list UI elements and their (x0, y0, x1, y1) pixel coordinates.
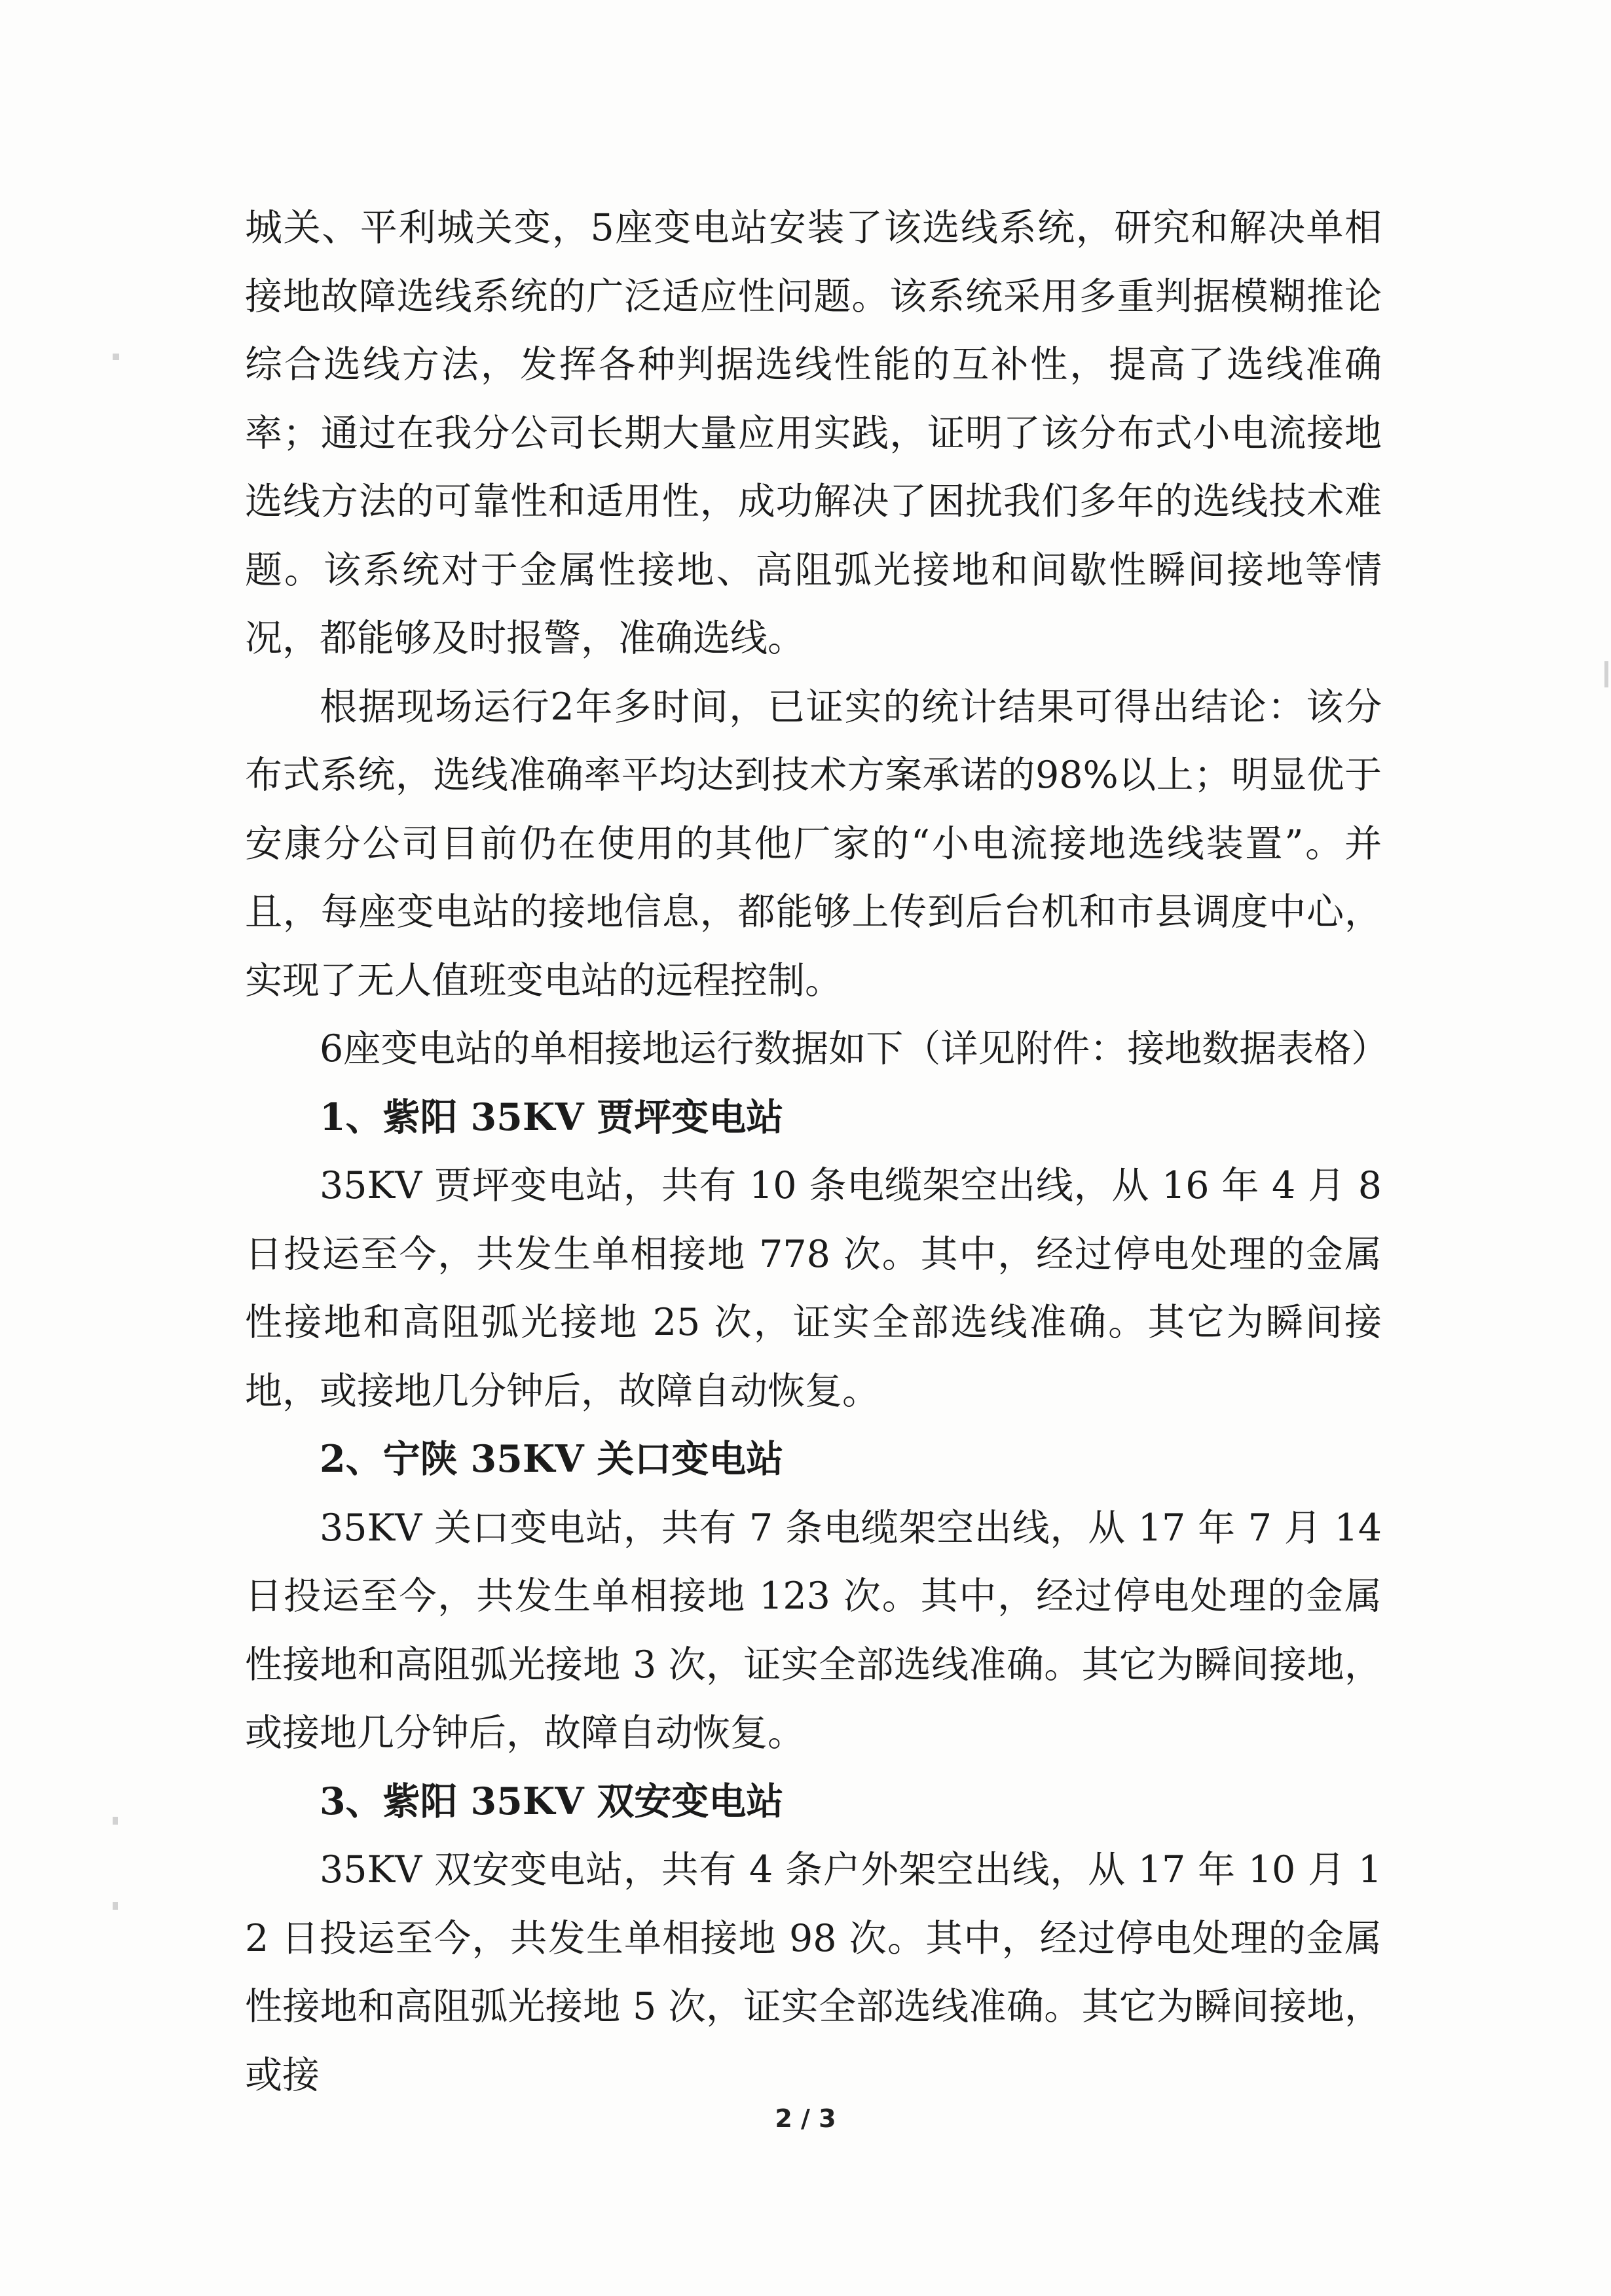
paragraph: 35KV 双安变电站，共有 4 条户外架空出线，从 17 年 10 月 12 日投运至今，共发生单相接地 98 次。其中，经过停电处理的金属性接地和高阻弧光接地 5 次，证实全部选线准确。其它为瞬间接地，或接 (245, 1848, 1382, 2097)
scan-mark (1604, 661, 1608, 687)
paragraph: 根据现场运行2年多时间，已证实的统计结果可得出结论：该分布式系统，选线准确率平均达到技术方案承诺的98%以上；明显优于安康分公司目前仍在使用的其他厂家的“小电流接地选线装置”。并且，每座变电站的接地信息，都能够上传到后台机和市县调度中心，实现了无人值班变电站的远程控制。 (245, 685, 1382, 1002)
section-heading: 3、紫阳 35KV 双安变电站 (320, 1779, 784, 1823)
paragraph: 6座变电站的单相接地运行数据如下（详见附件：接地数据表格） (320, 1027, 1389, 1070)
scan-mark (113, 1817, 118, 1825)
paragraph: 35KV 关口变电站，共有 7 条电缆架空出线，从 17 年 7 月 14 日投运至今，共发生单相接地 123 次。其中，经过停电处理的金属性接地和高阻弧光接地 3 次，证实全部选线准确。其它为瞬间接地，或接地几分钟后，故障自动恢复。 (245, 1506, 1382, 1755)
scan-mark (113, 354, 119, 360)
section-heading: 1、紫阳 35KV 贾坪变电站 (320, 1095, 784, 1139)
body-text (245, 194, 1389, 2109)
paragraph: 35KV 贾坪变电站，共有 10 条电缆架空出线，从 16 年 4 月 8 日投运至今，共发生单相接地 778 次。其中，经过停电处理的金属性接地和高阻弧光接地 25 次，证实全部选线准确。其它为瞬间接地，或接地几分钟后，故障自动恢复。 (245, 1164, 1382, 1413)
page-number: 2 / 3 (775, 2104, 836, 2133)
scan-mark (113, 1902, 118, 1910)
paragraph: 城关、平利城关变，5座变电站安装了该选线系统，研究和解决单相接地故障选线系统的广泛适应性问题。该系统采用多重判据模糊推论综合选线方法，发挥各种判据选线性能的互补性，提高了选线准确率；通过在我分公司长期大量应用实践，证明了该分布式小电流接地选线方法的可靠性和适用性，成功解决了困扰我们多年的选线技术难题。该系统对于金属性接地、高阻弧光接地和间歇性瞬间接地等情况，都能够及时报警，准确选线。 (245, 206, 1382, 660)
section-heading: 2、宁陕 35KV 关口变电站 (320, 1437, 784, 1481)
